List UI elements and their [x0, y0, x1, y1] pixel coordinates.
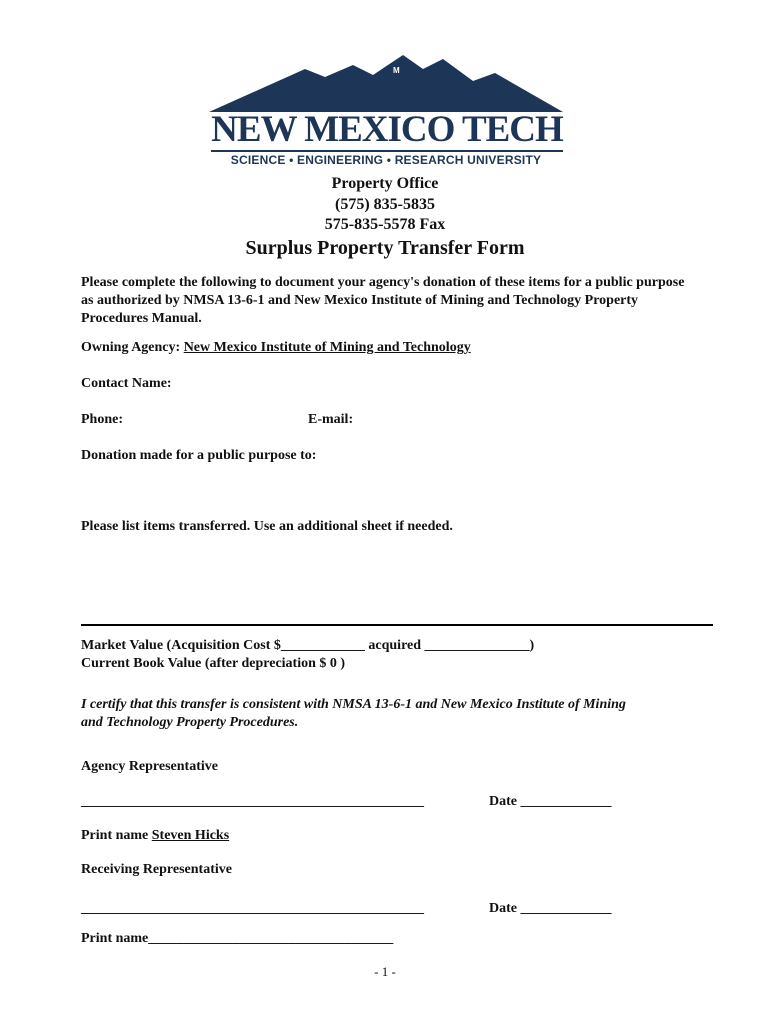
email-field[interactable]	[365, 409, 710, 429]
receiving-date-line[interactable]: Date _____________	[489, 901, 612, 916]
intro-line-1: Please complete the following to document your agency's donation of these items for a public purpose	[81, 275, 685, 290]
divider-rule	[81, 624, 713, 626]
logo-tagline: SCIENCE • ENGINEERING • RESEARCH UNIVERSITY	[230, 153, 542, 167]
logo-rule	[211, 150, 563, 152]
intro-line-3: Procedures Manual.	[81, 311, 202, 326]
office-fax: 575-835-5578 Fax	[324, 216, 446, 233]
certify-line-2: and Technology Property Procedures.	[81, 715, 299, 730]
agency-date-line[interactable]: Date _____________	[489, 794, 612, 809]
owning-agency-value[interactable]: New Mexico Institute of Mining and Technology	[183, 340, 471, 355]
agency-print-name	[81, 827, 229, 845]
print-name-value[interactable]: Steven Hicks	[151, 828, 230, 843]
mountain-icon	[205, 55, 567, 115]
agency-signature-line[interactable]: _________________________________________________	[81, 794, 424, 809]
certify-line-1: I certify that this transfer is consistent with NMSA 13-6-1 and New Mexico Institute of Mining	[81, 697, 626, 712]
receiving-signature-line[interactable]: _________________________________________________	[81, 901, 424, 916]
donation-label: Donation made for a public purpose to:	[81, 448, 317, 463]
property-office: Property Office	[331, 175, 439, 192]
receiving-rep-label: Receiving Representative	[81, 862, 232, 877]
contact-name-field[interactable]	[190, 373, 710, 393]
items-field[interactable]	[81, 538, 711, 620]
donation-field[interactable]	[81, 466, 711, 512]
print-name-label: Print name	[81, 828, 149, 843]
page-number: - 1 -	[374, 964, 396, 979]
market-value-line: Market Value (Acquisition Cost $____________ acquired _______________)	[81, 638, 535, 653]
agency-rep-label: Agency Representative	[81, 759, 218, 774]
phone-field[interactable]	[135, 409, 295, 429]
items-label: Please list items transferred. Use an additional sheet if needed.	[81, 519, 453, 534]
contact-name-label: Contact Name:	[81, 376, 172, 391]
logo-wordmark: NEW MEXICO TECH	[211, 109, 563, 150]
intro-line-2: as authorized by NMSA 13-6-1 and New Mexico Institute of Mining and Technology Property	[81, 293, 639, 308]
owning-agency	[81, 339, 471, 357]
phone-label: Phone:	[81, 412, 123, 427]
book-value-line: Current Book Value (after depreciation $ 0 )	[81, 656, 346, 671]
logo	[205, 55, 567, 170]
email-label: E-mail:	[308, 412, 354, 427]
page-title: Surplus Property Transfer Form	[245, 237, 525, 259]
receiving-print-name-line[interactable]: Print name___________________________________	[81, 931, 394, 946]
svg-text:M: M	[393, 66, 400, 75]
office-phone: (575) 835-5835	[335, 196, 435, 213]
owning-agency-label: Owning Agency:	[81, 340, 181, 355]
